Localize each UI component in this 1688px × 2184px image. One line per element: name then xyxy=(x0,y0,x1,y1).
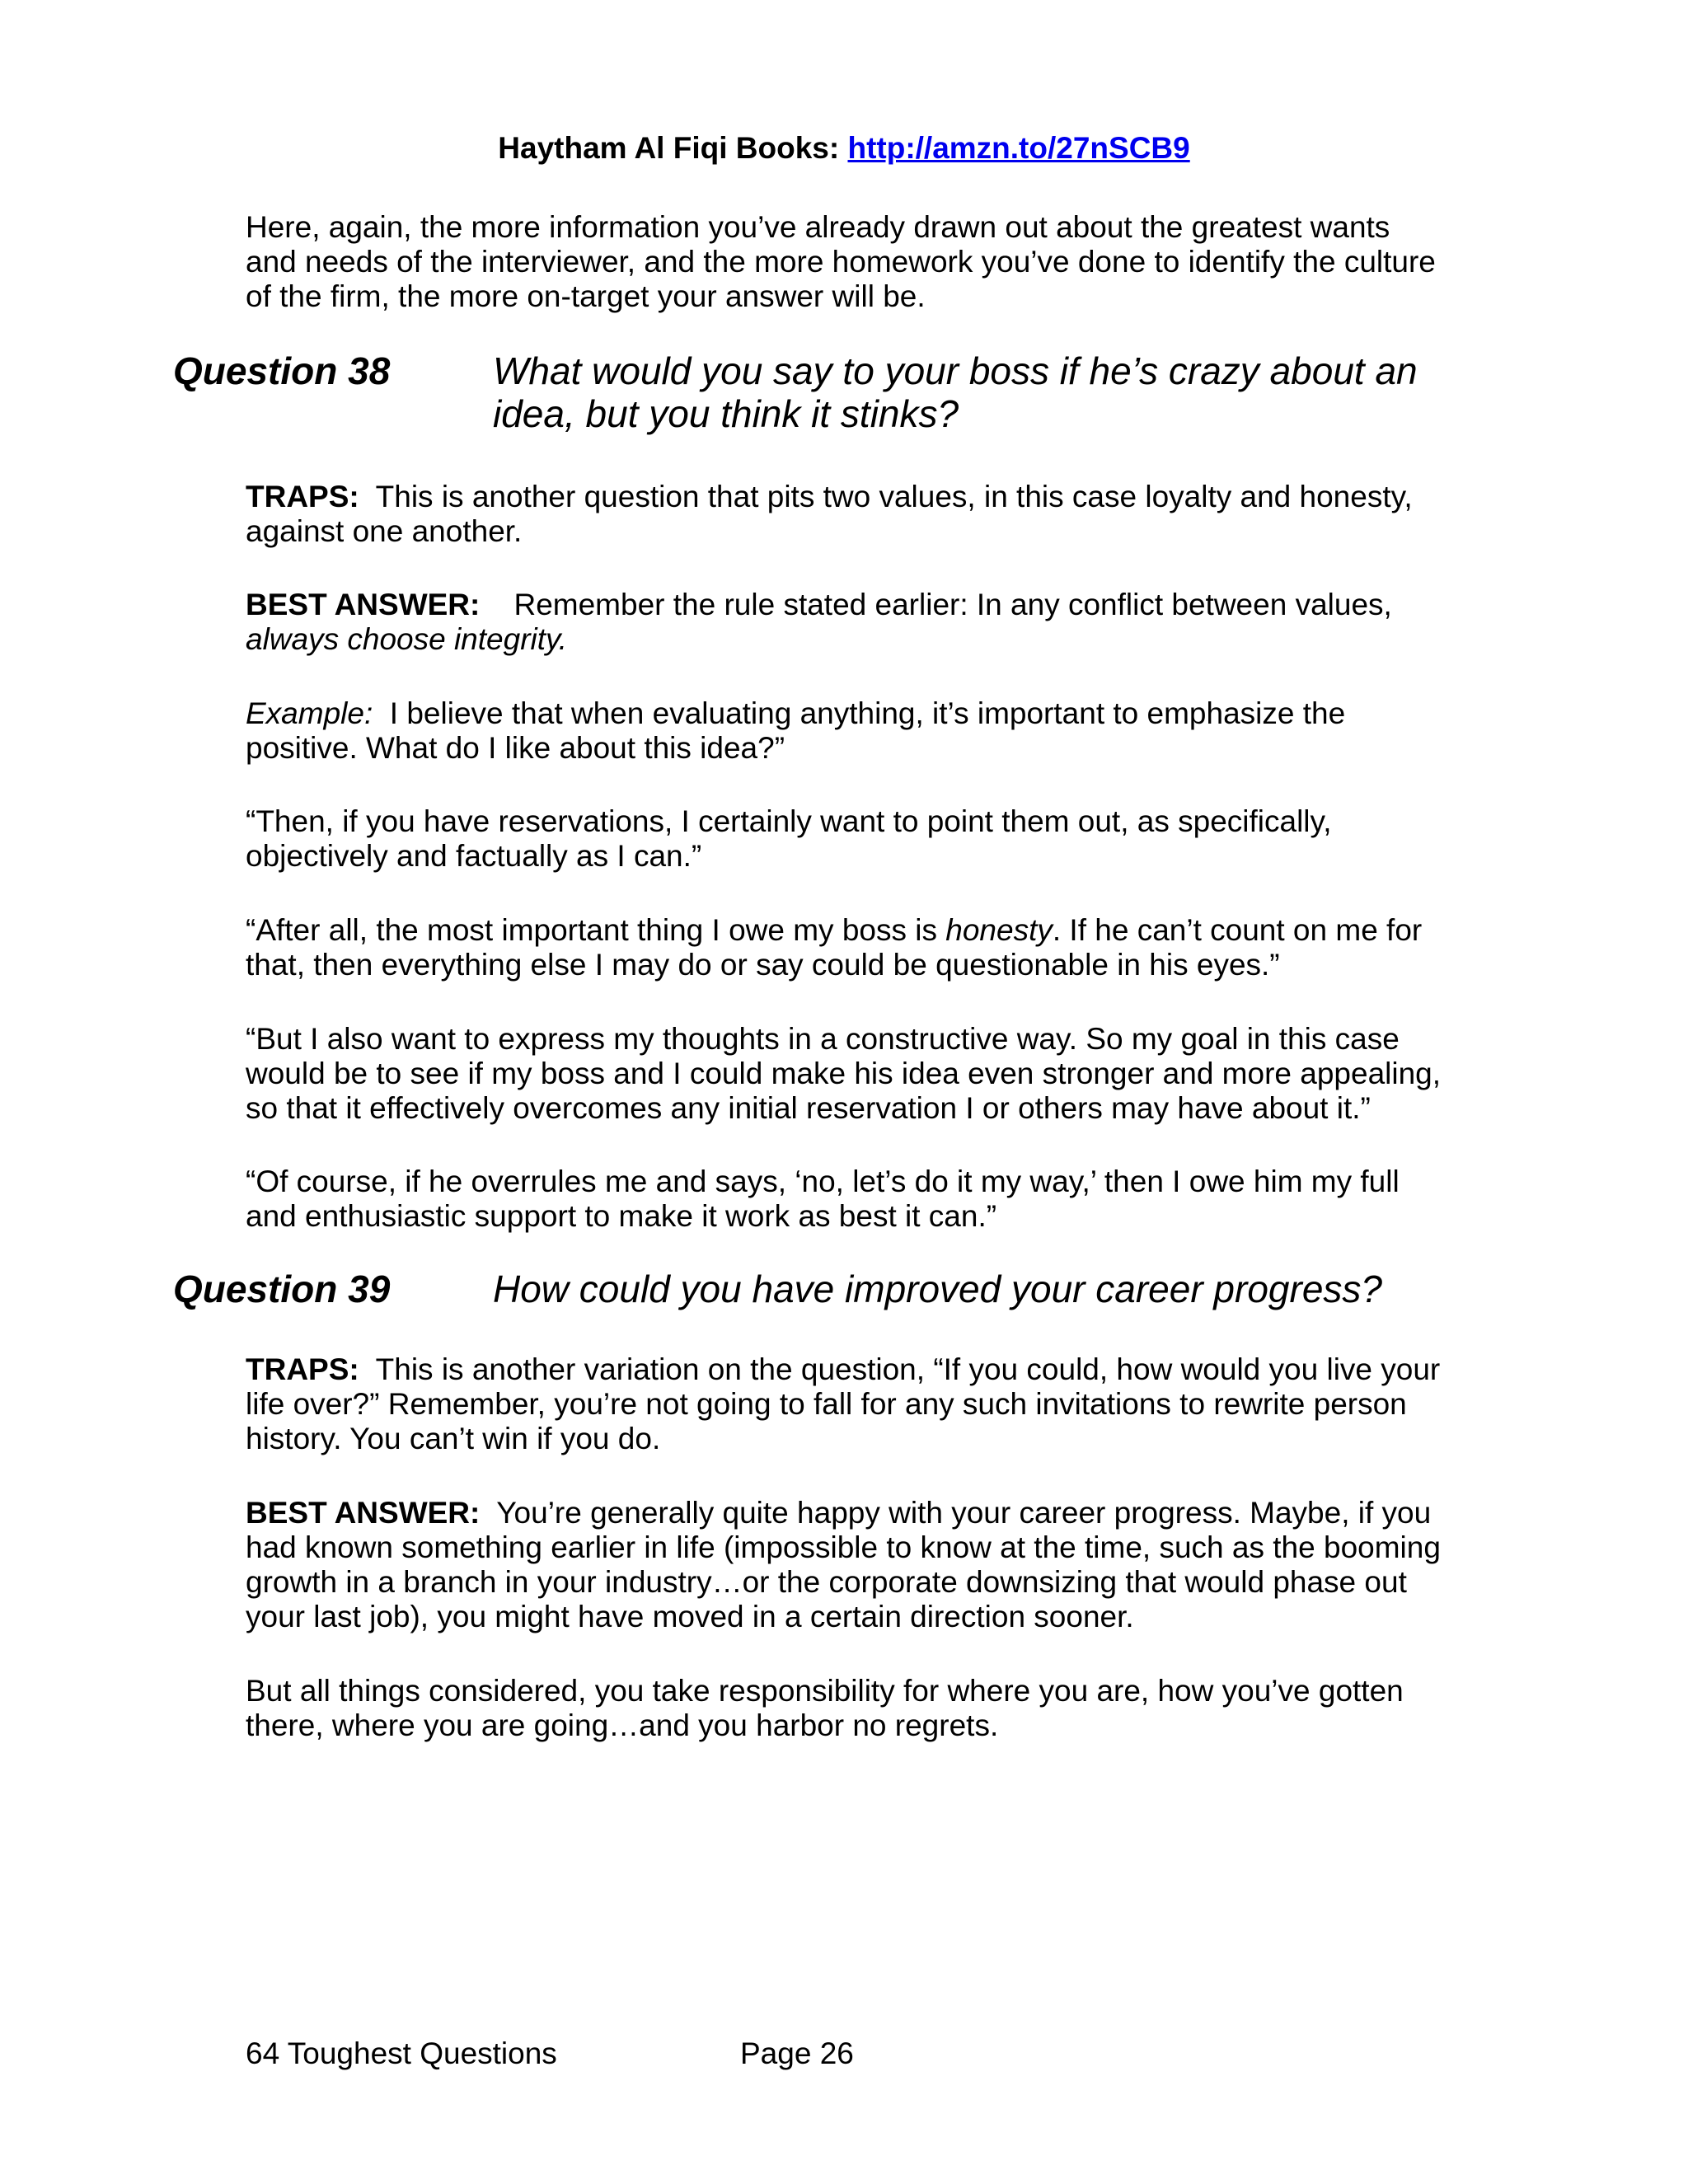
para3-start: “After all, the most important thing I owe my boss is xyxy=(246,913,937,947)
traps-text: This is another question that pits two values, in this case loyalty and honesty, against one another. xyxy=(246,480,1413,548)
para3-italic: honesty xyxy=(945,913,1053,947)
q38-paragraph-3 xyxy=(246,913,1449,982)
header-link[interactable]: http://amzn.to/27nSCB9 xyxy=(847,131,1190,165)
q38-paragraph-2: “Then, if you have reservations, I certainly want to point them out, as specifically, objectively and factually as I can.” xyxy=(246,804,1332,873)
best-answer-text: You’re generally quite happy with your career progress. Maybe, if you had known something earlier in life (impossible to know at the time, such as the booming growth in a branch in your industry…or the corporate downsizing that would phase out your last job), you might have moved in a certain direction sooner. xyxy=(246,1496,1441,1633)
q39-best-answer-paragraph xyxy=(246,1496,1449,1634)
best-answer-label: BEST ANSWER: xyxy=(246,588,481,621)
traps-text: This is another variation on the question, “If you could, how would you live your life over?” Remember, you’re not going to fall for any such invitations to rewrite person history. You can’t win if you do. xyxy=(246,1352,1441,1455)
example-text: I believe that when evaluating anything, it’s important to emphasize the positive. What do I like about this idea?” xyxy=(246,696,1346,765)
traps-label: TRAPS: xyxy=(246,1352,359,1386)
q39-paragraph-2: But all things considered, you take responsibility for where you are, how you’ve gotten there, where you are going…and you harbor no regrets. xyxy=(246,1674,1404,1742)
example-label: Example: xyxy=(246,696,373,730)
q38-paragraph-4: “But I also want to express my thoughts in a constructive way. So my goal in this case would be to see if my boss and I could make his idea even stronger and more appealing, so that it effectively overcomes any initial reservation I or others may have about it.” xyxy=(246,1022,1442,1125)
traps-label: TRAPS: xyxy=(246,480,359,513)
question-38-label: Question 38 xyxy=(173,349,391,392)
q38-traps-paragraph xyxy=(246,480,1449,549)
q38-example-paragraph xyxy=(246,696,1449,766)
page-header xyxy=(0,130,1688,166)
question-39-text: How could you have improved your career progress? xyxy=(493,1268,1382,1310)
intro-paragraph: Here, again, the more information you’ve already drawn out about the greatest wants and needs of the interviewer, and the more homework you’ve done to identify the culture of the firm, the more on-target your answer will be. xyxy=(246,210,1436,313)
question-38-text: What would you say to your boss if he’s crazy about an idea, but you think it stinks? xyxy=(493,349,1418,435)
best-answer-text: Remember the rule stated earlier: In any conflict between values, xyxy=(513,588,1392,621)
best-answer-label: BEST ANSWER: xyxy=(246,1496,481,1530)
best-answer-italic: always choose integrity. xyxy=(246,622,568,656)
header-label: Haytham Al Fiqi Books: xyxy=(498,131,840,165)
q38-paragraph-5: “Of course, if he overrules me and says, ‘no, let’s do it my way,’ then I owe him my full and enthusiastic support to make it work as best it can.” xyxy=(246,1165,1400,1233)
footer-page-number: Page 26 xyxy=(740,2036,854,2070)
question-39-label: Question 39 xyxy=(173,1268,391,1310)
q39-traps-paragraph xyxy=(246,1352,1449,1456)
para3-end: . If he can’t count on me for that, then everything else I may do or say could be questionable in his eyes.” xyxy=(246,913,1423,982)
q38-best-answer-paragraph xyxy=(246,588,1449,657)
footer-title: 64 Toughest Questions xyxy=(246,2036,557,2070)
